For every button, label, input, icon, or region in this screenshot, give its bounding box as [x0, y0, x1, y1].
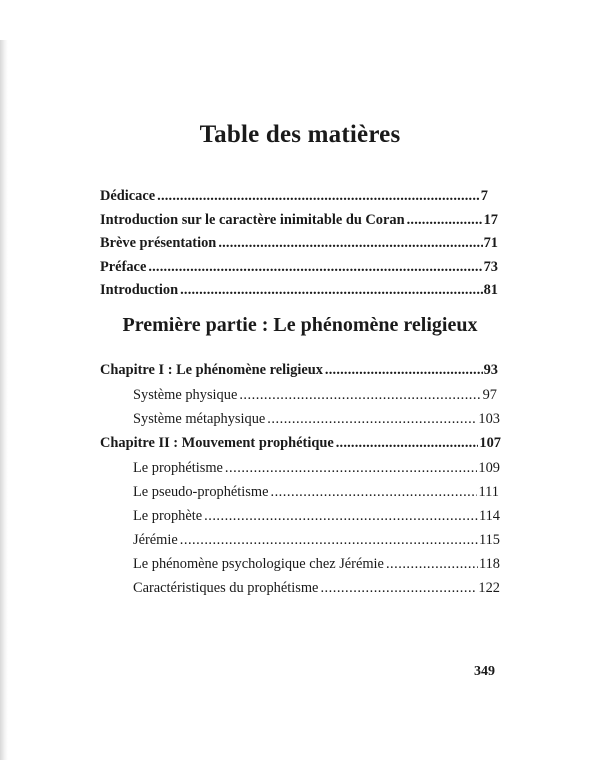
toc-section-label: Jérémie — [133, 532, 178, 548]
toc-section-label: Système physique — [133, 387, 238, 403]
dot-leader — [325, 359, 483, 381]
toc-entry-page: 17 — [483, 212, 498, 228]
dot-leader — [180, 529, 478, 551]
dot-leader — [157, 185, 480, 207]
dot-leader — [204, 505, 478, 527]
toc-chapter-page: 93 — [483, 362, 498, 378]
toc-entry-preface — [100, 256, 498, 278]
toc-chapter-2 — [100, 432, 501, 454]
toc-entry-introduction-coran — [100, 209, 498, 231]
toc-section-systeme-metaphysique — [133, 408, 500, 430]
toc-section-phenomene-psychologique — [133, 553, 500, 575]
dot-leader — [267, 408, 477, 430]
page-number: 349 — [474, 664, 495, 679]
dot-leader — [270, 481, 477, 503]
toc-section-prophetisme — [133, 457, 500, 479]
toc-chapter-1 — [100, 359, 498, 381]
toc-section-jeremie — [133, 529, 500, 551]
toc-chapter-label: Chapitre II : Mouvement prophétique — [100, 435, 334, 451]
toc-section-page: 122 — [478, 580, 500, 596]
toc-chapter-label: Chapitre I : Le phénomène religieux — [100, 362, 323, 378]
toc-entry-introduction — [100, 279, 498, 301]
toc-section-page: 115 — [478, 532, 500, 548]
toc-section-page: 111 — [478, 484, 499, 500]
dot-leader — [320, 577, 477, 599]
dot-leader — [148, 256, 482, 278]
toc-section-page: 118 — [478, 556, 500, 572]
toc-entry-label: Préface — [100, 259, 147, 275]
toc-entry-page: 81 — [483, 282, 498, 298]
toc-entry-dedicace — [100, 185, 488, 207]
dot-leader — [407, 209, 483, 231]
toc-section-label: Le prophète — [133, 508, 203, 524]
toc-section-page: 97 — [482, 387, 497, 403]
toc-chapter-page: 107 — [479, 435, 501, 451]
toc-section-page: 114 — [478, 508, 500, 524]
dot-leader — [218, 232, 482, 254]
toc-entry-breve-presentation — [100, 232, 498, 254]
toc-entry-label: Introduction sur le caractère inimitable du Coran — [100, 212, 405, 228]
toc-entry-page: 73 — [483, 259, 498, 275]
toc-entry-label: Dédicace — [100, 188, 156, 204]
toc-entry-page: 7 — [480, 188, 488, 204]
toc-section-label: Le pseudo-prophétisme — [133, 484, 269, 500]
dot-leader — [180, 279, 483, 301]
page-title: Table des matières — [199, 121, 401, 148]
toc-section-page: 103 — [478, 411, 500, 427]
dot-leader — [336, 432, 479, 454]
toc-section-label: Système métaphysique — [133, 411, 266, 427]
dot-leader — [386, 553, 478, 575]
toc-entry-label: Introduction — [100, 282, 179, 298]
toc-section-pseudo-prophetisme — [133, 481, 499, 503]
toc-section-systeme-physique — [133, 384, 497, 406]
toc-section-page: 109 — [478, 460, 500, 476]
toc-entry-label: Brève présentation — [100, 235, 217, 251]
part-title: Première partie : Le phénomène religieux — [122, 314, 478, 336]
dot-leader — [225, 457, 477, 479]
toc-section-label: Caractéristiques du prophétisme — [133, 580, 319, 596]
toc-section-caracteristiques — [133, 577, 500, 599]
toc-section-label: Le phénomène psychologique chez Jérémie — [133, 556, 384, 572]
toc-entry-page: 71 — [483, 235, 498, 251]
toc-section-prophete — [133, 505, 500, 527]
dot-leader — [239, 384, 481, 406]
toc-section-label: Le prophétisme — [133, 460, 223, 476]
